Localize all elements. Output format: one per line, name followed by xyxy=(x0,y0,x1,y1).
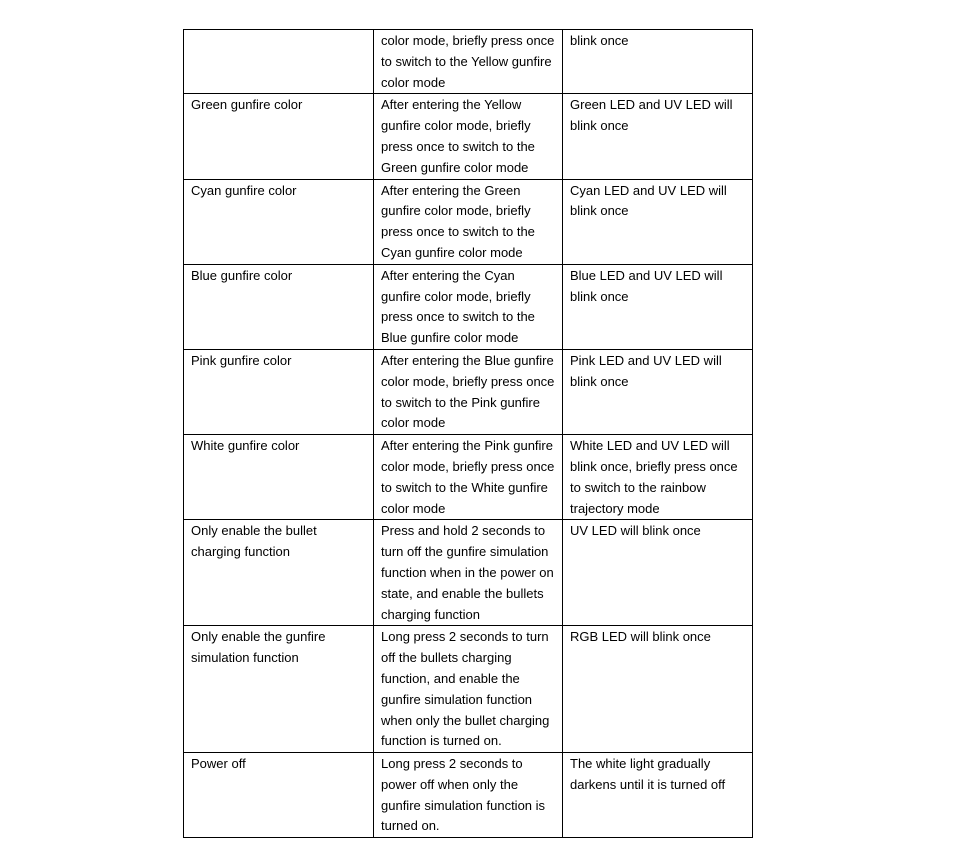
indicator-cell: Blue LED and UV LED will blink once xyxy=(563,264,753,349)
function-cell: Power off xyxy=(184,753,374,838)
table-row xyxy=(184,753,753,838)
operation-cell: Long press 2 seconds to power off when only the gunfire simulation function is turned on. xyxy=(374,753,563,838)
table-row xyxy=(184,626,753,753)
table-row xyxy=(184,179,753,264)
indicator-cell: blink once xyxy=(563,30,753,94)
function-cell: Pink gunfire color xyxy=(184,349,374,434)
indicator-cell: Pink LED and UV LED will blink once xyxy=(563,349,753,434)
table-row xyxy=(184,435,753,520)
operation-cell: Press and hold 2 seconds to turn off the gunfire simulation function when in the power on state, and enable the bullets charging function xyxy=(374,520,563,626)
function-cell: Only enable the gunfire simulation function xyxy=(184,626,374,753)
indicator-cell: White LED and UV LED will blink once, briefly press once to switch to the rainbow trajectory mode xyxy=(563,435,753,520)
table-row xyxy=(184,349,753,434)
operation-cell: After entering the Blue gunfire color mode, briefly press once to switch to the Pink gunfire color mode xyxy=(374,349,563,434)
table-row xyxy=(184,264,753,349)
table-row xyxy=(184,30,753,94)
function-cell: Only enable the bullet charging function xyxy=(184,520,374,626)
operation-cell: Long press 2 seconds to turn off the bullets charging function, and enable the gunfire simulation function when only the bullet charging function is turned on. xyxy=(374,626,563,753)
operation-cell: color mode, briefly press once to switch to the Yellow gunfire color mode xyxy=(374,30,563,94)
table-row xyxy=(184,94,753,179)
operation-cell: After entering the Cyan gunfire color mode, briefly press once to switch to the Blue gunfire color mode xyxy=(374,264,563,349)
function-cell: White gunfire color xyxy=(184,435,374,520)
indicator-cell: Green LED and UV LED will blink once xyxy=(563,94,753,179)
function-cell: Green gunfire color xyxy=(184,94,374,179)
operation-cell: After entering the Green gunfire color mode, briefly press once to switch to the Cyan gunfire color mode xyxy=(374,179,563,264)
function-cell: Cyan gunfire color xyxy=(184,179,374,264)
operation-cell: After entering the Pink gunfire color mode, briefly press once to switch to the White gunfire color mode xyxy=(374,435,563,520)
operation-cell: After entering the Yellow gunfire color mode, briefly press once to switch to the Green gunfire color mode xyxy=(374,94,563,179)
indicator-cell: UV LED will blink once xyxy=(563,520,753,626)
indicator-cell: RGB LED will blink once xyxy=(563,626,753,753)
function-cell xyxy=(184,30,374,94)
table-row xyxy=(184,520,753,626)
indicator-cell: Cyan LED and UV LED will blink once xyxy=(563,179,753,264)
indicator-cell: The white light gradually darkens until it is turned off xyxy=(563,753,753,838)
function-cell: Blue gunfire color xyxy=(184,264,374,349)
function-table xyxy=(183,29,753,838)
